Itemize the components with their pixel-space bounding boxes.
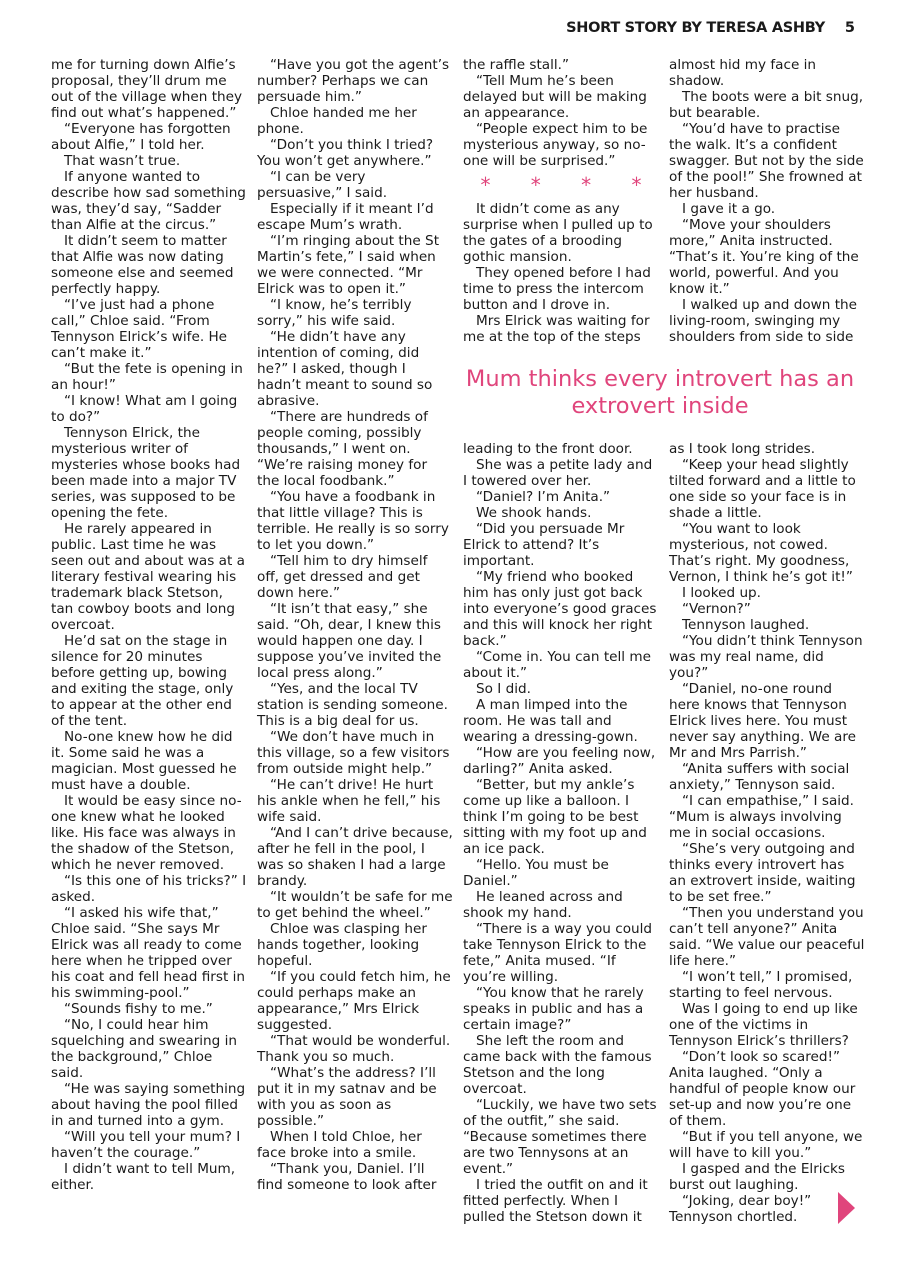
paragraph: “I’m ringing about the St Martin’s fete,” I said when we were connected. “Mr Elrick was to open it.” (257, 233, 440, 297)
paragraph: Tennyson Elrick, the mysterious writer of mysteries whose books had been made into a major TV series, was supposed to be opening the fete. (51, 425, 241, 521)
paragraph: “Thank you, Daniel. I’ll find someone to look after (257, 1161, 437, 1193)
text-column-1 (51, 57, 247, 1193)
paragraph: “There are hundreds of people coming, possibly thousands,” I went on. “We’re raising money for the local foodbank.” (257, 409, 428, 489)
page-number: 5 (844, 20, 855, 36)
paragraph: She left the room and came back with the famous Stetson and the long overcoat. (463, 1033, 652, 1097)
paragraph: “I can be very persuasive,” I said. (257, 169, 388, 201)
paragraph: “I won’t tell,” I promised, starting to feel nervous. (669, 969, 853, 1001)
paragraph: “Better, but my ankle’s come up like a balloon. I think I’m going to be best sitting with my foot up and an ice pack. (463, 777, 647, 857)
paragraph: “Vernon?” (682, 601, 751, 617)
story-byline: SHORT STORY BY TERESA ASHBY (566, 20, 825, 36)
paragraph: almost hid my face in shadow. (669, 57, 817, 89)
paragraph: “Don’t you think I tried? You won’t get anywhere.” (257, 137, 434, 169)
paragraph: I gave it a go. (682, 201, 776, 217)
paragraph: Especially if it meant I’d escape Mum’s wrath. (257, 201, 434, 233)
paragraph: “Hello. You must be Daniel.” (463, 857, 609, 889)
paragraph: A man limped into the room. He was tall and wearing a dressing-gown. (463, 697, 638, 745)
paragraph: He’d sat on the stage in silence for 20 minutes before getting up, bowing and exiting the stage, only to appear at the other end of the tent. (51, 633, 234, 729)
paragraph: “Come in. You can tell me about it.” (463, 649, 651, 681)
paragraph: “Tell Mum he’s been delayed but will be making an appearance. (463, 73, 647, 121)
paragraph: “I know, he’s terribly sorry,” his wife said. (257, 297, 412, 329)
paragraph: Mrs Elrick was waiting for me at the top of the steps (463, 313, 650, 345)
paragraph: “I asked his wife that,” Chloe said. “She says Mr Elrick was all ready to come here when he tripped over his coat and fell head first in his swimming-pool.” (51, 905, 246, 1001)
paragraph: I didn’t want to tell Mum, either. (51, 1161, 236, 1193)
paragraph: “You’d have to practise the walk. It’s a confident swagger. But not by the side of the pool!” She frowned at her husband. (669, 121, 864, 201)
paragraph: “Luckily, we have two sets of the outfit,” she said. “Because sometimes there are two Tennysons at an event.” (463, 1097, 657, 1177)
paragraph: When I told Chloe, her face broke into a smile. (257, 1129, 422, 1161)
paragraph: “Keep your head slightly tilted forward and a little to one side so your face is in shade a little. (669, 457, 856, 521)
paragraph: Was I going to end up like one of the victims in Tennyson Elrick’s thrillers? (669, 1001, 858, 1049)
paragraph: The boots were a bit snug, but bearable. (669, 89, 864, 121)
paragraph: “No, I could hear him squelching and swearing in the background,” Chloe said. (51, 1017, 238, 1081)
paragraph: He rarely appeared in public. Last time he was seen out and about was at a literary festival wearing his trademark black Stetson, tan cowboy boots and long overcoat. (51, 521, 245, 633)
paragraph: “If you could fetch him, he could perhaps make an appearance,” Mrs Elrick suggested. (257, 969, 451, 1033)
paragraph: “I’ve just had a phone call,” Chloe said. “From Tennyson Elrick’s wife. He can’t make it.” (51, 297, 228, 361)
paragraph: It didn’t come as any surprise when I pulled up to the gates of a brooding gothic mansion. (463, 201, 653, 265)
paragraph: “You want to look mysterious, not cowed. That’s right. My goodness, Vernon, I think he’s got it!” (669, 521, 853, 585)
paragraph: It would be easy since no-one knew what he looked like. His face was always in the shadow of the Stetson, which he never removed. (51, 793, 242, 873)
paragraph: I tried the outfit on and it fitted perfectly. When I pulled the Stetson down it (463, 1177, 648, 1225)
paragraph: “He didn’t have any intention of coming, did he?” I asked, though I hadn’t meant to sound so abrasive. (257, 329, 433, 409)
paragraph: “But the fete is opening in an hour!” (51, 361, 243, 393)
paragraph: “You know that he rarely speaks in public and has a certain image?” (463, 985, 644, 1033)
paragraph: the raffle stall.” (463, 57, 570, 73)
paragraph: “He was saying something about having the pool filled in and turned into a gym. (51, 1081, 246, 1129)
paragraph: “Move your shoulders more,” Anita instructed. “That’s it. You’re king of the world, powerful. And you know it.” (669, 217, 859, 297)
paragraph: “How are you feeling now, darling?” Anita asked. (463, 745, 656, 777)
paragraph: So I did. (476, 681, 531, 697)
paragraph: “What’s the address? I’ll put it in my satnav and be with you as soon as possible.” (257, 1065, 437, 1129)
page-header (566, 20, 855, 36)
paragraph: “Daniel, no-one round here knows that Tennyson Elrick lives here. You must never say anything. We are Mr and Mrs Parrish.” (669, 681, 856, 761)
paragraph: He leaned across and shook my hand. (463, 889, 623, 921)
paragraph: That wasn’t true. (64, 153, 181, 169)
paragraph: “Anita suffers with social anxiety,” Tennyson said. (669, 761, 850, 793)
paragraph: No-one knew how he did it. Some said he was a magician. Most guessed he must have a double. (51, 729, 237, 793)
column-3-after-break (463, 201, 659, 345)
paragraph: “Tell him to dry himself off, get dressed and get down here.” (257, 553, 428, 601)
paragraph: “It isn’t that easy,” she said. “Oh, dear, I knew this would happen one day. I suppose you’ve invited the local press along.” (257, 601, 442, 681)
text-column-2 (257, 57, 453, 1193)
paragraph: They opened before I had time to press the intercom button and I drove in. (463, 265, 651, 313)
paragraph: Tennyson laughed. (682, 617, 810, 633)
paragraph: “Joking, dear boy!” Tennyson chortled. (669, 1193, 812, 1225)
continue-arrow-icon[interactable] (838, 1192, 855, 1224)
paragraph: “Daniel? I’m Anita.” (476, 489, 611, 505)
paragraph: “It wouldn’t be safe for me to get behind the wheel.” (257, 889, 453, 921)
paragraph: “Yes, and the local TV station is sending someone. This is a big deal for us. (257, 681, 448, 729)
paragraph: Chloe handed me her phone. (257, 105, 417, 137)
paragraph: “You have a foodbank in that little village? This is terrible. He really is so sorry to let you down.” (257, 489, 449, 553)
text-column-4-top (669, 57, 865, 345)
paragraph: “That would be wonderful. Thank you so much. (257, 1033, 451, 1065)
text-column-3-top (463, 57, 659, 345)
paragraph: She was a petite lady and I towered over her. (463, 457, 653, 489)
paragraph: I walked up and down the living-room, swinging my shoulders from side to side (669, 297, 858, 345)
paragraph: I looked up. (682, 585, 762, 601)
paragraph: as I took long strides. (669, 441, 816, 457)
paragraph: “Will you tell your mum? I haven’t the courage.” (51, 1129, 241, 1161)
paragraph: Chloe was clasping her hands together, looking hopeful. (257, 921, 427, 969)
paragraph: “Then you understand you can’t tell anyone?” Anita said. “We value our peaceful life here.” (669, 905, 865, 969)
paragraph: “And I can’t drive because, after he fell in the pool, I was so shaken I had a large brandy. (257, 825, 453, 889)
pull-quote: Mum thinks every introvert has an extrovert inside (465, 366, 855, 419)
paragraph: “Don’t look so scared!” Anita laughed. “Only a handful of people know our set-up and now you’re one of them. (669, 1049, 856, 1129)
paragraph: “She’s very outgoing and thinks every introvert has an extrovert inside, waiting to be set free.” (669, 841, 856, 905)
paragraph: “We don’t have much in this village, so a few visitors from outside might help.” (257, 729, 450, 777)
paragraph: “My friend who booked him has only just got back into everyone’s good graces and this will knock her right back.” (463, 569, 657, 649)
paragraph: leading to the front door. (463, 441, 633, 457)
paragraph: “Sounds fishy to me.” (64, 1001, 213, 1017)
paragraph: “Is this one of his tricks?” I asked. (51, 873, 247, 905)
paragraph: “I know! What am I going to do?” (51, 393, 238, 425)
paragraph: me for turning down Alfie’s proposal, they’ll drum me out of the village when they find out what’s happened.” (51, 57, 243, 121)
paragraph: It didn’t seem to matter that Alfie was now dating someone else and seemed perfectly happy. (51, 233, 234, 297)
text-column-4-bottom (669, 441, 865, 1225)
paragraph: “There is a way you could take Tennyson Elrick to the fete,” Anita mused. “If you’re willing. (463, 921, 653, 985)
section-break-stars: * * * * (480, 173, 659, 197)
paragraph: If anyone wanted to describe how sad something was, they’d say, “Sadder than Alfie at the circus.” (51, 169, 246, 233)
paragraph: We shook hands. (476, 505, 592, 521)
paragraph: “People expect him to be mysterious anyway, so no-one will be surprised.” (463, 121, 648, 169)
paragraph: “But if you tell anyone, we will have to kill you.” (669, 1129, 863, 1161)
paragraph: “He can’t drive! He hurt his ankle when he fell,” his wife said. (257, 777, 441, 825)
paragraph: “I can empathise,” I said. “Mum is always involving me in social occasions. (669, 793, 854, 841)
text-column-3-bottom (463, 441, 659, 1225)
paragraph: “Did you persuade Mr Elrick to attend? It’s important. (463, 521, 625, 569)
paragraph: “You didn’t think Tennyson was my real name, did you?” (669, 633, 863, 681)
column-3-before-break (463, 57, 659, 169)
paragraph: I gasped and the Elricks burst out laughing. (669, 1161, 845, 1193)
paragraph: “Have you got the agent’s number? Perhaps we can persuade him.” (257, 57, 450, 105)
paragraph: “Everyone has forgotten about Alfie,” I told her. (51, 121, 231, 153)
